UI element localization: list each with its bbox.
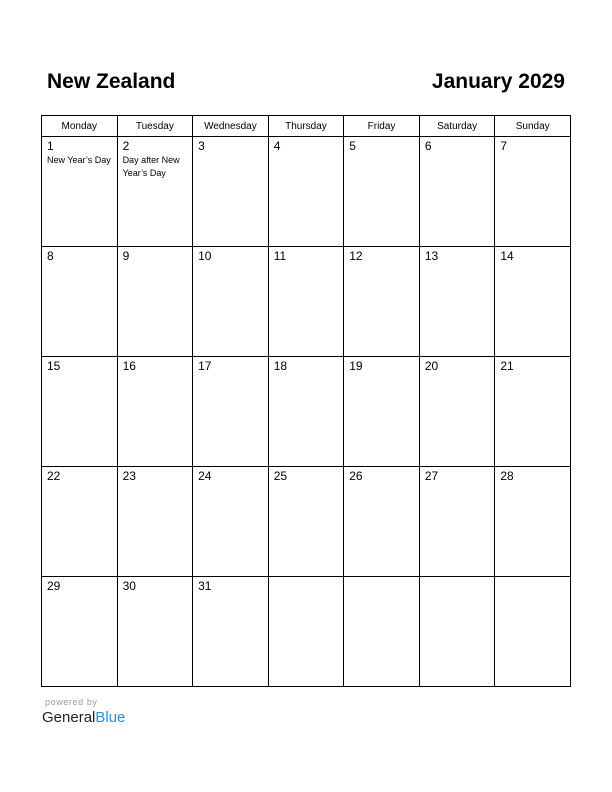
week-row [42, 247, 571, 357]
week-row [42, 137, 571, 247]
calendar-grid [41, 115, 571, 687]
weekday-header-row [42, 116, 571, 137]
day-cell [117, 577, 193, 687]
day-cell [495, 577, 571, 687]
powered-by-label: powered by [45, 697, 98, 707]
day-number: 7 [500, 139, 508, 153]
day-number: 29 [47, 579, 61, 593]
day-number: 3 [198, 139, 205, 153]
holiday-label: New Year’s Day [47, 155, 111, 165]
day-cell [268, 137, 344, 247]
day-cell [268, 247, 344, 357]
day-cell [268, 467, 344, 577]
day-cell [42, 247, 118, 357]
weekday-header: Monday [42, 116, 118, 137]
week-row [42, 357, 571, 467]
day-number: 4 [273, 139, 281, 153]
brand-logo-part2: Blue [95, 709, 126, 726]
day-number: 5 [349, 139, 356, 153]
day-number: 30 [122, 579, 136, 593]
day-number [344, 577, 419, 580]
day-number [269, 577, 344, 580]
day-cell [193, 577, 269, 687]
day-cell [117, 357, 193, 467]
day-number: 8 [47, 249, 54, 263]
day-cell [419, 357, 495, 467]
day-number: 23 [122, 469, 136, 483]
weekday-header: Saturday [419, 116, 495, 137]
day-cell [268, 357, 344, 467]
day-cell [495, 247, 571, 357]
day-cell [344, 137, 420, 247]
day-number: 21 [500, 359, 514, 373]
day-cell [117, 467, 193, 577]
day-cell [419, 137, 495, 247]
weekday-header: Tuesday [117, 116, 193, 137]
day-number: 18 [273, 359, 288, 373]
day-number: 17 [198, 359, 212, 373]
day-cell [42, 357, 118, 467]
day-number: 26 [349, 469, 363, 483]
day-cell [193, 137, 269, 247]
day-cell [495, 357, 571, 467]
day-number [420, 577, 495, 580]
week-row [42, 577, 571, 687]
week-row [42, 467, 571, 577]
day-number: 9 [122, 249, 130, 263]
day-cell [193, 357, 269, 467]
day-cell [419, 577, 495, 687]
day-number [495, 577, 570, 580]
day-cell [42, 137, 118, 247]
day-cell [268, 577, 344, 687]
day-number: 6 [424, 139, 432, 153]
brand-logo-part1: General [42, 709, 96, 726]
day-cell [193, 247, 269, 357]
day-cell [117, 247, 193, 357]
day-number: 13 [424, 249, 439, 263]
weekday-header: Thursday [268, 116, 344, 137]
day-number: 2 [122, 139, 130, 153]
day-cell [419, 247, 495, 357]
day-number: 14 [500, 249, 514, 263]
day-number: 10 [198, 249, 212, 263]
day-number: 25 [273, 469, 288, 483]
day-cell [419, 467, 495, 577]
day-cell [117, 137, 193, 247]
day-number: 11 [273, 249, 287, 263]
weekday-header: Sunday [495, 116, 571, 137]
day-cell [42, 467, 118, 577]
day-number: 28 [500, 469, 514, 483]
day-cell [193, 467, 269, 577]
day-cell [344, 247, 420, 357]
holiday-label: Day after New Year’s Day [122, 155, 180, 178]
day-cell [495, 467, 571, 577]
day-cell [344, 357, 420, 467]
country-title: New Zealand [47, 70, 176, 93]
day-number: 31 [198, 579, 212, 593]
day-number: 12 [349, 249, 363, 263]
weekday-header: Wednesday [193, 116, 269, 137]
day-number: 22 [47, 469, 61, 483]
day-number: 16 [122, 359, 136, 373]
weekday-header: Friday [344, 116, 420, 137]
day-cell [495, 137, 571, 247]
day-number: 15 [47, 359, 61, 373]
day-cell [344, 577, 420, 687]
day-cell [344, 467, 420, 577]
day-number: 24 [198, 469, 212, 483]
day-cell [42, 577, 118, 687]
day-number: 19 [349, 359, 363, 373]
day-number: 1 [47, 139, 54, 153]
brand-logo [42, 709, 125, 726]
day-number: 27 [424, 469, 439, 483]
month-year-title: January 2029 [431, 70, 565, 93]
day-number: 20 [424, 359, 439, 373]
